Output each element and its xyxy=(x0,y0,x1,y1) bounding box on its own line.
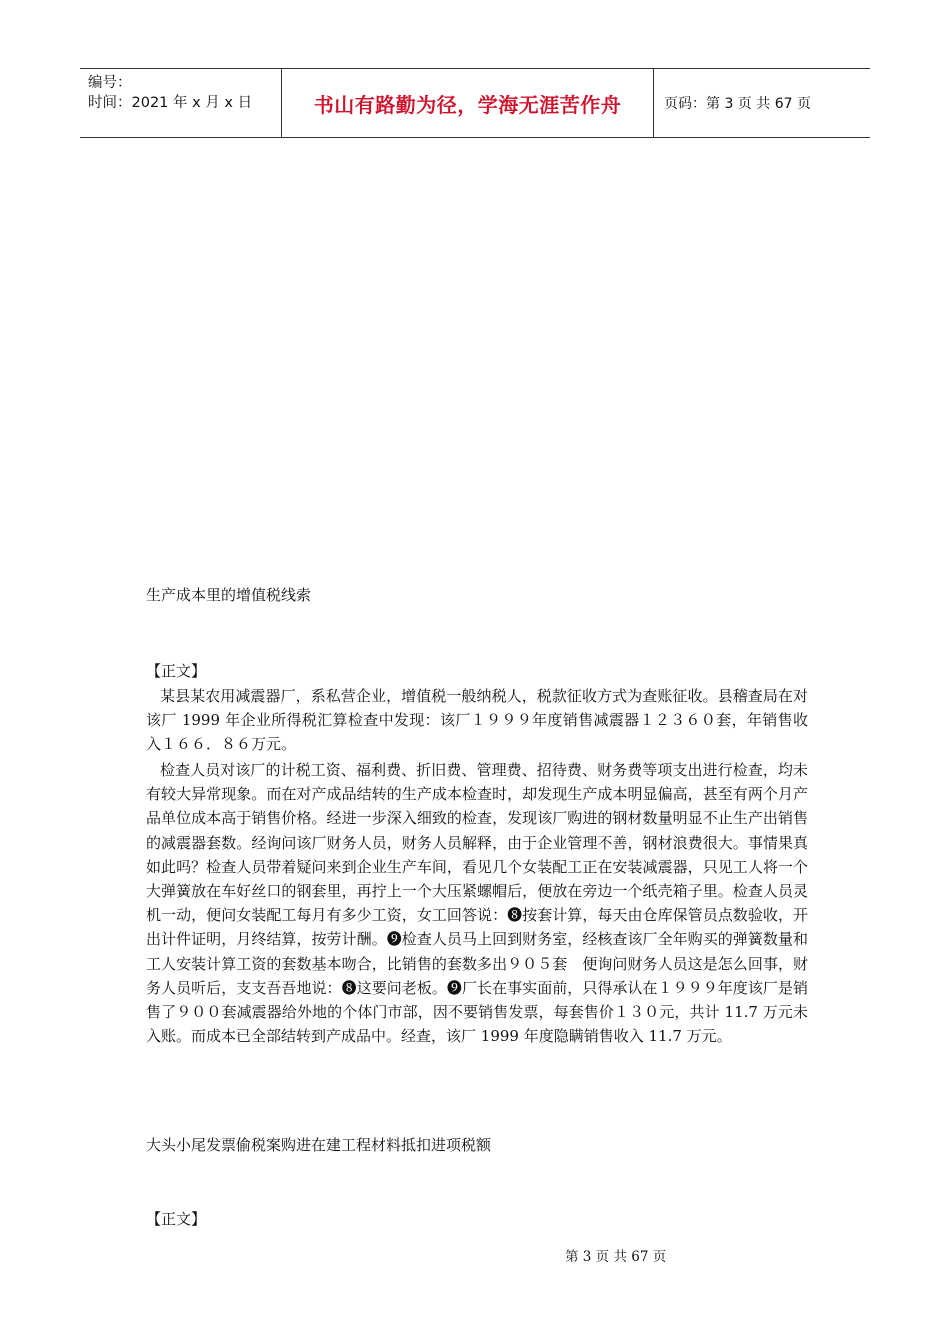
section-tag: 【正文】 xyxy=(146,662,207,680)
header-page-number: 页码：第 3 页 共 67 页 xyxy=(664,96,811,112)
header-meta xyxy=(80,69,282,137)
body-paragraph: 某县某农用减震器厂，系私营企业，增值税一般纳税人，税款征收方式为查账征收。县稽查局在对该厂 1999 年企业所得税汇算检查中发现：该厂１９９９年度销售减震器１２３６０套，年销售收入１６６．８６万元。 xyxy=(146,687,808,754)
article-title: 生产成本里的增值税线索 xyxy=(146,586,312,604)
page-header xyxy=(80,68,870,138)
section-tag: 【正文】 xyxy=(146,1210,207,1228)
document-number: 编号： xyxy=(88,75,132,91)
page-footer: 第 3 页 共 67 页 xyxy=(565,1249,667,1265)
body-paragraph: 检查人员对该厂的计税工资、福利费、折旧费、管理费、招待费、财务费等项支出进行检查，均未有较大异常现象。而在对产成品结转的生产成本检查时，却发现生产成本明显偏高，甚至有两个月产品单位成本高于销售价格。经进一步深入细致的检查，发现该厂购进的钢材数量明显不止生产出销售的减震器套数。经询问该厂财务人员，财务人员解释，由于企业管理不善，钢材浪费很大。事情果真如此吗？检查人员带着疑问来到企业生产车间，看见几个女装配工正在安装减震器，只见工人将一个大弹簧放在车好丝口的钢套里，再拧上一个大压紧螺帽后，便放在旁边一个纸壳箱子里。检查人员灵机一动，便问女装配工每月有多少工资，女工回答说：❽按套计算，每天由仓库保管员点数验收，开出计件证明，月终结算，按劳计酬。❾检查人员马上回到财务室，经核查该厂全年购买的弹簧数量和工人安装计算工资的套数基本吻合，比销售的套数多出９０５套 便询问财务人员这是怎么回事，财务人员听后，支支吾吾地说：❽这要问老板。❾厂长在事实面前，只得承认在１９９９年度该厂是销售了９００套减震器给外地的个体门市部，因不要销售发票，每套售价１３０元，共计 11.7 万元未入账。而成本已全部结转到产成品中。经查，该厂 1999 年度隐瞒销售收入 11.7 万元。 xyxy=(146,761,808,1046)
article-title: 大头小尾发票偷税案购进在建工程材料抵扣进项税额 xyxy=(146,1136,492,1154)
header-motto: 书山有路勤为径，学海无涯苦作舟 xyxy=(282,69,654,137)
document-date: 时间：2021 年 x 月 x 日 xyxy=(88,95,253,111)
